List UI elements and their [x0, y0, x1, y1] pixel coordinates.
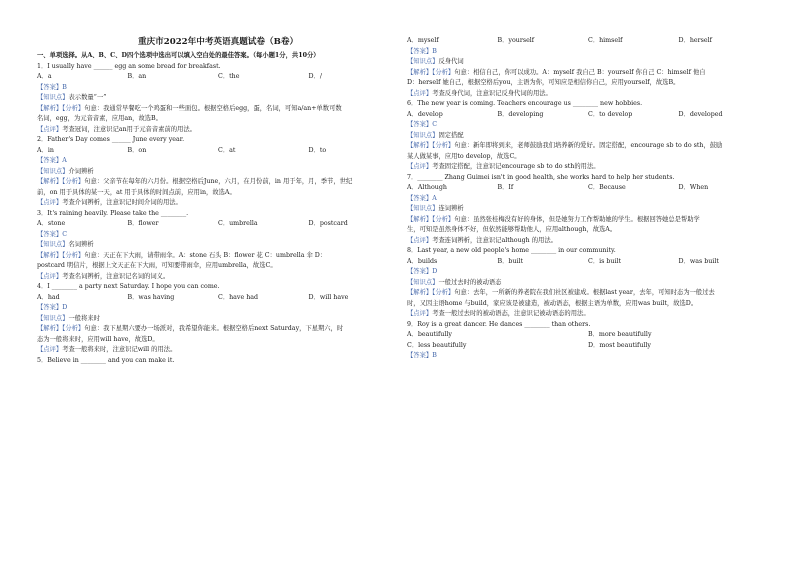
section-tag: 【答案】: [37, 304, 63, 311]
option: A．stone: [37, 220, 66, 227]
option: A．builds: [407, 257, 438, 265]
options-row: [407, 257, 769, 268]
option: D．most beautifully: [588, 341, 651, 349]
comment: 【点评】考查固定搭配，注意识记encourage sb to do sth的用法。: [407, 163, 600, 170]
option: C．at: [218, 146, 236, 154]
options-row: [37, 72, 399, 83]
section-tag: 【解析】【分析】: [407, 68, 455, 76]
comment: 【点评】考查名词辨析，注意识记名词的词义。: [37, 272, 170, 280]
section-tag: 【点评】: [37, 272, 63, 280]
analysis: 【解析】【分析】句意：天正在下大雨，请带雨伞。A：stone 石头 B：flower 花 C：umbrella 伞 D：: [37, 251, 327, 259]
answer-label: 【答案】B: [407, 47, 437, 55]
section-tag: 【答案】: [407, 352, 433, 359]
comment: 【点评】考查反身代词，注意识记反身代词的用法。: [407, 89, 552, 97]
analysis: postcard 明信片，根据上文天正在下大雨，可知要带雨伞，应用umbrella，故选C。: [37, 262, 277, 269]
knowledge-point: 【知识点】反身代词: [407, 58, 464, 65]
option: A．beautifully: [407, 331, 452, 338]
section-tag: 【点评】: [407, 163, 433, 170]
analysis: 【解析】【分析】句意：新年即将到来，老师鼓励我们培养新的爱好。固定搭配，encourage sb to do sth，鼓励: [407, 142, 723, 149]
analysis: 【解析】【分析】句意：相信自己，你可以成功。A：myself 我自己 B：yourself 你自己 C：himself 他自: [407, 68, 706, 76]
section-tag: 【点评】: [407, 89, 433, 97]
option: B．on: [127, 146, 147, 154]
option: C．less beautifully: [407, 341, 467, 349]
comment: 【点评】考查冠词，注意识记an用于元音音素前的用法。: [37, 125, 196, 133]
options-row: [37, 293, 399, 304]
option: B．built: [497, 257, 524, 265]
option: B．If: [497, 184, 514, 191]
comment: 【点评】考查连词辨析，注意识记although 的用法。: [407, 236, 557, 244]
option: D．was built: [678, 257, 719, 265]
comment: 【点评】考查介词辨析，注意识记时间介词的用法。: [37, 199, 182, 206]
page-title: 重庆市2022年中考英语真题试卷（B卷）: [137, 37, 299, 47]
knowledge-point: 【知识点】介词辨析: [37, 167, 94, 175]
section-tag: 【答案】: [37, 157, 63, 164]
question-stem: 1．I usually have ______ egg an some bread for breakfast.: [37, 62, 221, 70]
section-tag: 【知识点】: [37, 167, 69, 175]
options-row: [407, 341, 769, 352]
option: A．had: [37, 293, 60, 301]
section-tag: 【知识点】: [37, 94, 69, 101]
section-tag: 【知识点】: [407, 278, 439, 286]
answer-label: 【答案】D: [407, 268, 438, 275]
section-heading: 一、单项选择。从A、B、C、D四个选项中选出可以填入空白处的最佳答案。（每小题1分，共10分）: [37, 52, 320, 59]
answer-label: 【答案】A: [37, 157, 67, 164]
option: A．in: [37, 146, 54, 154]
option: D．herself: [678, 37, 712, 44]
section-tag: 【知识点】: [407, 58, 439, 65]
question-stem: 2．Father's Day comes ______ June every year.: [37, 136, 185, 143]
answer-label: 【答案】B: [407, 352, 437, 359]
option: B．developing: [497, 110, 544, 118]
option: C．is built: [588, 257, 622, 265]
answer-label: 【答案】C: [407, 121, 438, 128]
options-row: [37, 146, 399, 157]
options-row: [407, 183, 769, 194]
analysis: 【解析】【分析】句意：父亲节在每年的六月份。根据空格后June，六月，在月份前，in 用于年，月，季节，世纪: [37, 178, 353, 185]
question-stem: 7．________ Zhang Guimei isn't in good health, she works hard to help her students.: [407, 173, 675, 181]
option: A．a: [37, 73, 52, 80]
analysis: 态为一般将来时，应用will have，故选D。: [37, 335, 159, 343]
option: D．When: [678, 184, 709, 191]
section-tag: 【答案】: [37, 83, 63, 91]
section-tag: 【解析】【分析】: [407, 289, 455, 296]
right-column: [407, 36, 769, 362]
comment: 【点评】考查一般过去时的被动语态，注意识记被动语态的用法。: [407, 310, 590, 317]
section-tag: 【解析】【分析】: [37, 325, 85, 332]
left-column: [37, 36, 399, 366]
option: D．to: [308, 146, 327, 154]
answer-label: 【答案】D: [37, 304, 68, 311]
option: B．was having: [127, 293, 175, 301]
option: C．umbrella: [218, 220, 258, 227]
section-tag: 【点评】: [37, 125, 63, 133]
question-stem: 6．The new year is coming. Teachers encourage us ________ new hobbies.: [407, 100, 643, 107]
section-tag: 【解析】【分析】: [37, 178, 85, 185]
section-tag: 【答案】: [407, 121, 433, 128]
section-tag: 【解析】【分析】: [407, 215, 455, 223]
options-row: [407, 110, 769, 121]
question-stem: 4．I ________ a party next Saturday. I hope you can come.: [37, 283, 220, 290]
answer-label: 【答案】A: [407, 194, 437, 202]
option: C．himself: [588, 37, 623, 44]
option: D．will have: [308, 293, 349, 301]
knowledge-point: 【知识点】名词辨析: [37, 241, 94, 248]
section-tag: 【点评】: [37, 346, 63, 353]
section-tag: 【知识点】: [407, 131, 439, 139]
options-row: [407, 36, 769, 47]
section-tag: 【知识点】: [37, 314, 69, 322]
knowledge-point: 【知识点】表示数量“一”: [37, 94, 107, 101]
section-tag: 【答案】: [407, 47, 433, 55]
question-stem: 8．Last year, a new old people's home ________ in our community.: [407, 247, 616, 254]
analysis: 名词，egg，为元音音素，应用an，故选B。: [37, 115, 162, 122]
analysis: 【解析】【分析】句意：去年，一所新的养老院在我们社区被建成。根据last year，去年，可知时态为一般过去: [407, 289, 715, 296]
answer-label: 【答案】B: [37, 83, 67, 91]
option: A．develop: [407, 110, 443, 118]
knowledge-point: 【知识点】固定搭配: [407, 131, 464, 139]
analysis: 某人做某事，应用to develop，故选C。: [407, 152, 521, 160]
section-tag: 【解析】【分析】: [37, 251, 85, 259]
option: D．developed: [678, 110, 723, 118]
option: A．Although: [407, 184, 447, 191]
section-tag: 【答案】: [407, 194, 433, 202]
comment: 【点评】考查一般将来时，注意识记will 的用法。: [37, 346, 177, 353]
option: A．myself: [407, 37, 439, 44]
section-tag: 【点评】: [407, 310, 433, 317]
section-tag: 【答案】: [407, 268, 433, 275]
option: C．to develop: [588, 110, 633, 118]
option: B．yourself: [497, 37, 535, 44]
option: D．/: [308, 73, 322, 80]
analysis: 【解析】【分析】句意：我通常早餐吃一个鸡蛋和一些面包。根据空格后egg，蛋，名词，可知a/an+单数可数: [37, 104, 342, 112]
section-tag: 【知识点】: [37, 241, 69, 248]
option: C．the: [218, 73, 240, 80]
analysis: D：herself 她自己，根据空格后you，主语为你，可知应是相信你自己，应用yourself，故选B。: [407, 79, 680, 86]
option: B．flower: [127, 220, 159, 227]
options-row: [37, 219, 399, 230]
option: B．an: [127, 73, 147, 80]
analysis: 生，可知是虽然身体不好，但依然能够帮助他人，应用although，故选A。: [407, 226, 617, 233]
knowledge-point: 【知识点】一般将来时: [37, 314, 100, 322]
knowledge-point: 【知识点】连词辨析: [407, 205, 464, 212]
section-tag: 【解析】【分析】: [37, 104, 85, 112]
analysis: 前，on 用于具体的某一天，at 用于具体的时间点前，应用in，故选A。: [37, 188, 236, 196]
option: C．have had: [218, 293, 259, 301]
option: C．Because: [588, 184, 626, 191]
analysis: 时，又因主语home 与build，家应该是被建造，被动语态，根据主语为单数，应用was built，故选D。: [407, 299, 698, 307]
options-row: [407, 330, 769, 341]
knowledge-point: 【知识点】一般过去时的被动语态: [407, 278, 502, 286]
analysis: 【解析】【分析】句意：我下星期六要办一场派对，我希望你能来。根据空格后next Saturday，下星期六，时: [37, 325, 344, 332]
section-tag: 【解析】【分析】: [407, 142, 455, 149]
section-tag: 【点评】: [37, 199, 63, 206]
analysis: 【解析】【分析】句意：虽然张桂梅没有好的身体，但是她努力工作帮助她的学生。根据回答她总是帮助学: [407, 215, 700, 223]
section-tag: 【答案】: [37, 230, 63, 238]
option: B．more beautifully: [588, 331, 652, 338]
question-stem: 9．Roy is a great dancer. He dances ________ than others.: [407, 320, 591, 328]
answer-label: 【答案】C: [37, 230, 68, 238]
option: D．postcard: [308, 220, 348, 227]
question-stem: 3．It's raining heavily. Please take the ________.: [37, 209, 189, 217]
section-tag: 【点评】: [407, 236, 433, 244]
question-stem: 5．Believe in ________ and you can make it.: [37, 356, 175, 364]
section-tag: 【知识点】: [407, 205, 439, 212]
